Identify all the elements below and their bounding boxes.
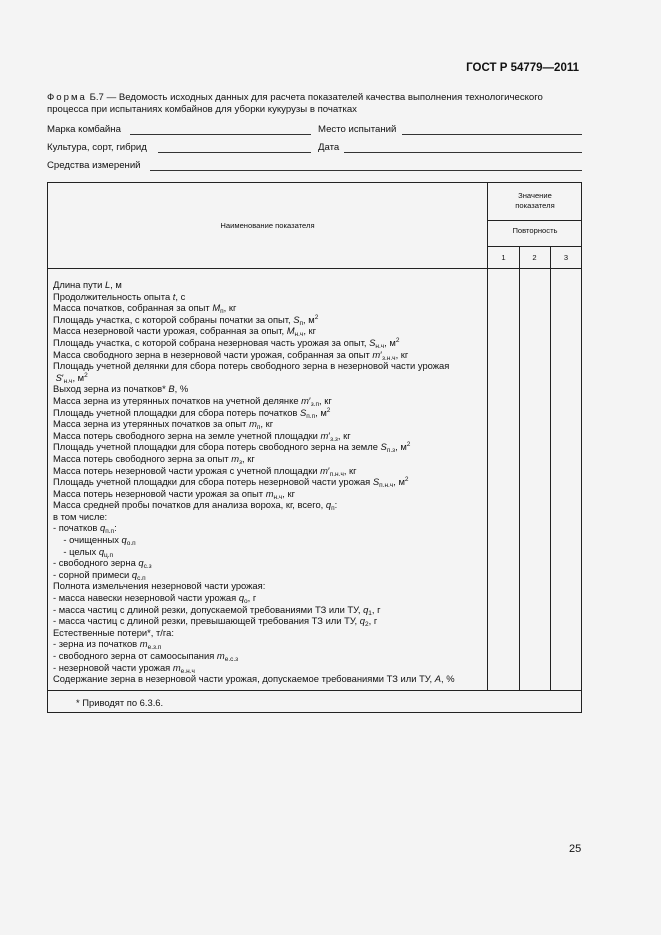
- page-number: 25: [569, 843, 582, 855]
- column-header-name: Наименование показателя: [220, 221, 315, 230]
- column-header-repeat-1: 1: [501, 253, 506, 262]
- table-row: - початков $q_{п.п}$:: [53, 522, 117, 536]
- table-row: Длина пути L, м: [53, 279, 122, 290]
- field-crop-label: Культура, сорт, гибрид: [47, 142, 147, 153]
- table-row: в том числе:: [53, 510, 108, 522]
- table-row: - зерна из початков $m_{е.з.п}$: [53, 638, 162, 652]
- table-row: Масса незерновой части урожая, собранная за опыт, $М_{н.ч}$, кг: [53, 325, 317, 339]
- table-row: Масса свободного зерна в незерновой части урожая, собранная за опыт $m'_{з.н.ч}$, кг: [53, 348, 409, 362]
- table-row: - целых $q_{ц.п}$: [53, 545, 114, 559]
- table-row: Масса потерь свободного зерна на земле учетной площадки $m'_{з.з}$, кг: [53, 429, 351, 443]
- field-date-label: Дата: [318, 142, 340, 153]
- field-test-site-label: Место испытаний: [318, 124, 397, 135]
- field-date-line[interactable]: [344, 152, 582, 153]
- table-row: Площадь участка, с которой собраны початки за опыт, $S_п$, $м^2$: [53, 313, 319, 327]
- field-instruments-label: Средства измерений: [47, 160, 141, 171]
- column-header-value: Значение показателя: [515, 191, 555, 210]
- field-instruments-line[interactable]: [150, 170, 582, 171]
- table-row: Содержание зерна в незерновой части урожая, допускаемое требованиями ТЗ или ТУ, А, %: [53, 673, 455, 685]
- table-row: Масса зерна из утерянных початков за опыт $m_п$, кг: [53, 418, 274, 432]
- form-number: Б.7: [89, 92, 104, 103]
- table-row: Площадь учетной площадки для сбора потерь незерновой части урожая $S_{п.н.ч}$, $м^2$: [53, 476, 409, 490]
- form-title: [47, 92, 584, 116]
- field-test-site-line[interactable]: [402, 134, 582, 135]
- table-row: - незерновой части урожая $m_{е.н.ч}$: [53, 661, 195, 675]
- standard-number: ГОСТ Р 54779—2011: [466, 62, 579, 74]
- table-row: - свободного зерна $q_{с.з}$: [53, 557, 152, 571]
- column-header-repeat: Повторность: [512, 226, 558, 235]
- field-combine-brand-line[interactable]: [130, 134, 311, 135]
- table-row: Продолжительность опыта t, с: [53, 290, 186, 302]
- table-row: $S'_{н.ч}$, $м^2$: [55, 371, 88, 385]
- table-row: - масса навески незерновой части урожая $q_о$, г: [53, 592, 257, 606]
- table-row: Площадь учетной делянки для сбора потерь свободного зерна в незерновой части урожая: [53, 360, 450, 372]
- table-row: Полнота измельчения незерновой части урожая:: [53, 580, 266, 592]
- table-row: - свободного зерна от самоосыпания $m_{е.с.з}$: [53, 650, 239, 663]
- table-divider-1: [519, 246, 520, 690]
- table-body-bottom-rule: [47, 690, 582, 691]
- table-header-rule-2: [487, 246, 582, 247]
- table-row: Масса потерь незерновой части урожая за опыт $m_{н.ч}$, кг: [53, 487, 296, 501]
- field-crop-line[interactable]: [158, 152, 311, 153]
- table-header-rule-3: [47, 268, 582, 269]
- table-row: Площадь учетной площадки для сбора потерь початков $S_{п.п}$, $м^2$: [53, 406, 331, 420]
- parameter-list: [53, 279, 485, 685]
- table-row: Масса початков, собранная за опыт $М_п$, кг: [53, 302, 237, 316]
- table-row: Площадь учетной площадки для сбора потерь свободного зерна на земле $S_{п.з}$, $м^2$: [53, 441, 411, 455]
- table-row: - сорной примеси $q_{с.п}$: [53, 568, 146, 582]
- form-title-text: — Ведомость исходных данных для расчета показателей качества выполнения технологического процесса при испытаниях комбайнов для уборки кукурузы в початках: [47, 92, 543, 115]
- table-row: - очищенных $q_{о.п}$: [53, 534, 136, 548]
- table-row: Естественные потери*, т/га:: [53, 626, 174, 638]
- form-label: Форма: [47, 92, 87, 103]
- table-row: Масса потерь незерновой части урожая с учетной площадки $m'_{п.н.ч}$, кг: [53, 464, 357, 478]
- table-row: Масса средней пробы початков для анализа вороха, кг, всего, $q_п$:: [53, 499, 338, 513]
- column-header-repeat-2: 2: [532, 253, 537, 262]
- table-row: Площадь участка, с которой собрана незерновая часть урожая за опыт, $S_{н.ч}$, $м^2$: [53, 336, 400, 350]
- table-row: Масса зерна из утерянных початков на учетной делянке $m'_{з.п}$, кг: [53, 394, 332, 408]
- field-combine-brand-label: Марка комбайна: [47, 124, 121, 135]
- table-row: - масса частиц с длиной резки, превышающей требования ТЗ или ТУ, $q_2$, г: [53, 615, 378, 629]
- table-row: Выход зерна из початков* В, %: [53, 383, 189, 395]
- table-header-rule-1: [487, 220, 582, 221]
- table-row: Масса потерь свободного зерна за опыт $m_з$, кг: [53, 452, 255, 466]
- table-divider-2: [550, 246, 551, 690]
- table-row: - масса частиц с длиной резки, допускаемой требованиями ТЗ или ТУ, $q_1$, г: [53, 603, 381, 617]
- footnote: * Приводят по 6.3.6.: [76, 697, 164, 708]
- column-header-repeat-3: 3: [563, 253, 569, 262]
